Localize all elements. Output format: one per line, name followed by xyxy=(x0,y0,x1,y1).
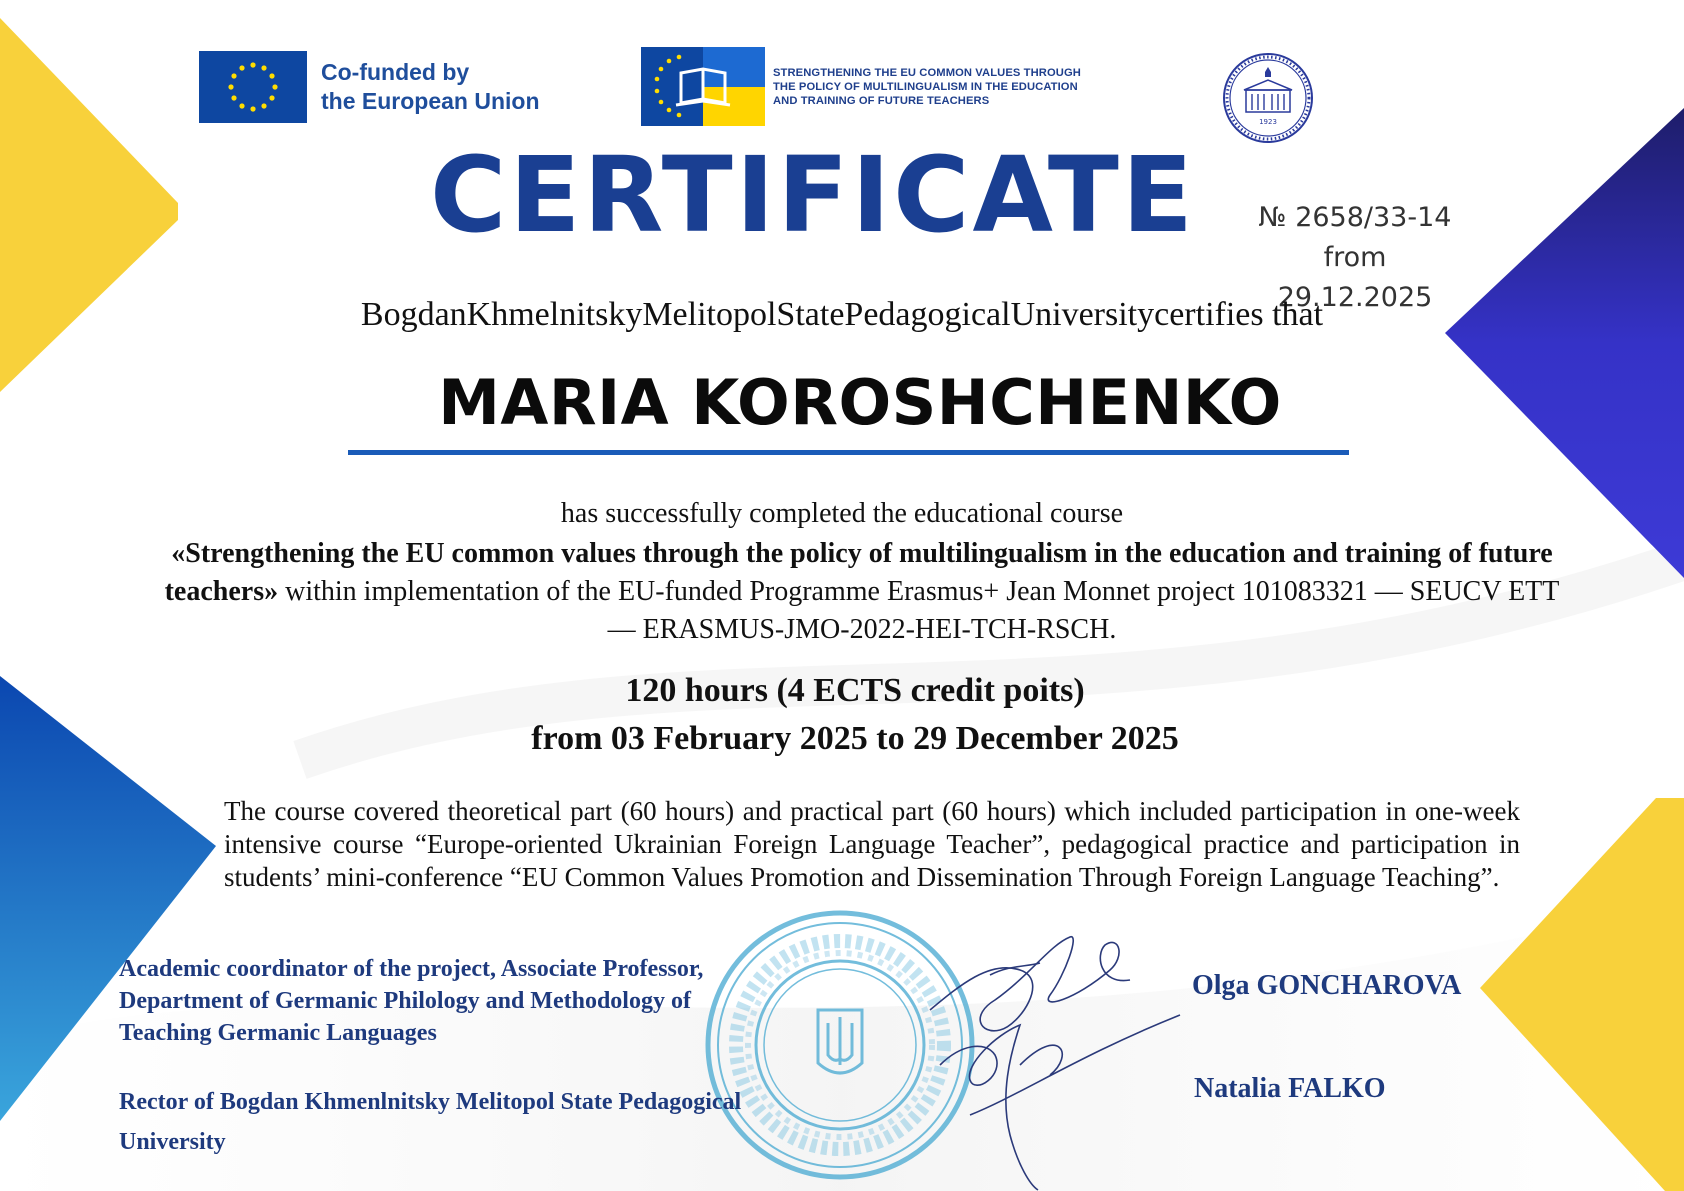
eu-logo-text xyxy=(321,58,540,116)
certificate-number: № 2658/33-14 xyxy=(1258,202,1452,233)
project-logo-line-2: THE POLICY OF MULTILINGUALISM IN THE EDUCATION xyxy=(773,81,1078,93)
rector-signature xyxy=(940,1015,1180,1190)
coordinator-name: Olga GONCHAROVA xyxy=(1192,970,1462,1001)
course-description: The course covered theoretical part (60 hours) and practical part (60 hours) which included participation in one-week intensive course “Europe-oriented Ukrainian Foreign Language Teacher”, pedagogical practice and participation in students’ mini-conference “EU Common Values Promotion and Dissemination Through Foreign Language Teaching”. xyxy=(224,796,1520,892)
completed-line: has successfully completed the educational course xyxy=(560,498,1124,529)
project-logo-line-1: STRENGTHENING THE EU COMMON VALUES THROUGH xyxy=(773,67,1081,79)
rector-role: Rector of Bogdan Khmenlnitsky Melitopol State Pedagogical University xyxy=(119,1089,742,1155)
eu-logo-line-1: Co-funded by xyxy=(321,59,470,85)
yellow-triangle-top-left xyxy=(0,18,178,392)
issuer-line: BogdanKhmelnitskyMelitopolStatePedagogicalUniversitycertifies that xyxy=(360,296,1324,333)
name-underline xyxy=(348,450,1349,455)
course-context: within implementation of the EU-funded Programme Erasmus+ Jean Monnet project 101083321 — SEUCV ETT — ERASMUS-JMO-2022-HEI-TCH-RSCH. xyxy=(278,576,1560,645)
rector-name: Natalia FALKO xyxy=(1194,1073,1386,1104)
course-block xyxy=(160,535,1564,649)
project-logo-icon xyxy=(641,47,765,126)
seal-year: 1923 xyxy=(1259,118,1277,126)
certificate-issue-date: from 29.12.2025 xyxy=(1277,242,1433,313)
coordinator-signature xyxy=(930,937,1130,1031)
project-logo-line-3: AND TRAINING OF FUTURE TEACHERS xyxy=(773,95,990,107)
eu-logo-line-2: the European Union xyxy=(321,88,540,114)
handwritten-signatures xyxy=(900,915,1200,1191)
university-seal-icon xyxy=(1222,52,1314,144)
certificate-title: CERTIFICATE xyxy=(430,134,1196,256)
project-logo-text xyxy=(773,66,1081,108)
eu-flag-icon xyxy=(199,51,307,123)
course-title: «Strengthening the EU common values through the policy of multilingualism in the education and training of future teachers» xyxy=(164,538,1553,607)
recipient-name: MARIA KOROSHCHENKO xyxy=(438,366,1282,439)
coordinator-role: Academic coordinator of the project, Associate Professor, Department of Germanic Philology and Methodology of Teaching Germanic Languages xyxy=(119,956,704,1046)
course-hours: 120 hours (4 ECTS credit poits) xyxy=(625,672,1085,709)
course-dates: from 03 February 2025 to 29 December 2025 xyxy=(531,720,1179,757)
